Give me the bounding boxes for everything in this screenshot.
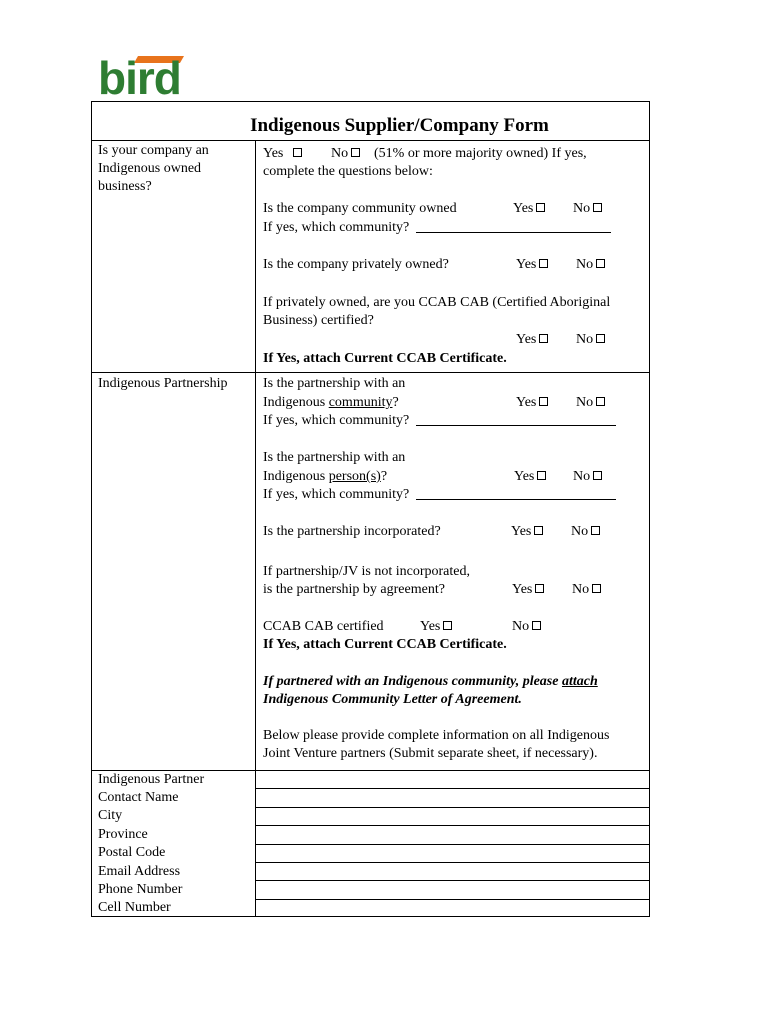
partner-community-which: If yes, which community? [263,412,616,430]
privately-owned-question: Is the company privately owned? [263,257,449,272]
partner-ccab-yes: Yes [420,618,452,636]
owned-question-line3: business? [98,179,152,194]
partner-field-input[interactable] [256,900,649,917]
ccab-yes-checkbox[interactable] [539,334,548,343]
partner-field-label: Indigenous Partner [98,771,205,787]
partner-ccab-certified: CCAB CAB certified [263,619,384,634]
partner-row-divider [255,899,650,900]
partner-field-input[interactable] [256,808,649,825]
partner-field-label: Cell Number [98,900,171,916]
title-divider [91,140,650,141]
agreement-yes: Yes [512,581,544,599]
agreement-yes-checkbox[interactable] [535,584,544,593]
owned-community-blank[interactable] [416,232,611,233]
letter-of-agreement-line1: If partnered with an Indigenous community, please attach [263,674,598,689]
partner-community-yes-checkbox[interactable] [539,397,548,406]
ccab-no: No [576,331,605,349]
ccab-yes: Yes [516,331,548,349]
community-owned-yes-checkbox[interactable] [536,203,545,212]
incorporated-yes-checkbox[interactable] [534,526,543,535]
logo-wordmark: bird [98,52,181,104]
partner-attach-ccab-note: If Yes, attach Current CCAB Certificate. [263,637,507,652]
ccab-question-line2: Business) certified? [263,313,374,328]
letter-of-agreement-line2: Indigenous Community Letter of Agreement. [263,692,522,707]
ccab-no-checkbox[interactable] [596,334,605,343]
partner-ccab-no-checkbox[interactable] [532,621,541,630]
partner-person-which: If yes, which community? [263,486,616,504]
section-divider [91,372,650,373]
owned-no-checkbox[interactable] [351,148,360,157]
owned-note-line2: complete the questions below: [263,164,433,179]
owned-which-community: If yes, which community? [263,219,611,237]
agreement-no-checkbox[interactable] [592,584,601,593]
partner-person-no-checkbox[interactable] [593,471,602,480]
owned-yes-option [263,145,302,163]
partner-person-yes-checkbox[interactable] [537,471,546,480]
no-label: No [331,146,349,161]
agreement-no: No [572,581,601,599]
jv-instructions-line2: Joint Venture partners (Submit separate sheet, if necessary). [263,746,598,761]
partner-field-input[interactable] [256,771,649,788]
partner-community-line1: Is the partnership with an [263,376,406,391]
owned-note-line1: (51% or more majority owned) If yes, [374,146,587,161]
partner-row-divider [255,862,650,863]
partner-row-divider [255,844,650,845]
partner-field-label: Province [98,826,148,842]
partner-community-line2: Indigenous community? [263,395,399,410]
partner-field-label: Postal Code [98,845,166,861]
partner-person-blank[interactable] [416,499,616,500]
partner-community-yes: Yes [516,394,548,412]
owned-no-option [331,145,360,163]
partner-field-input[interactable] [256,881,649,898]
owned-attach-ccab-note: If Yes, attach Current CCAB Certificate. [263,351,507,366]
partner-person-yes: Yes [514,468,546,486]
form-title: Indigenous Supplier/Company Form [250,115,549,136]
ccab-question-line1: If privately owned, are you CCAB CAB (Certified Aboriginal [263,295,611,310]
partner-community-no-checkbox[interactable] [596,397,605,406]
partner-community-blank[interactable] [416,425,616,426]
incorporated-no-checkbox[interactable] [591,526,600,535]
owned-yes-checkbox[interactable] [293,148,302,157]
partner-row-divider [255,880,650,881]
agreement-question-line2: is the partnership by agreement? [263,582,445,597]
privately-owned-no-checkbox[interactable] [596,259,605,268]
community-owned-no: No [573,200,602,218]
partner-row-divider [255,788,650,789]
owned-question-line1: Is your company an [98,143,209,158]
community-owned-question: Is the company community owned [263,201,457,216]
privately-owned-yes: Yes [516,256,548,274]
partnership-incorporated-question: Is the partnership incorporated? [263,524,441,539]
privately-owned-yes-checkbox[interactable] [539,259,548,268]
bird-logo [98,52,192,104]
partner-field-label: Phone Number [98,881,183,897]
community-owned-yes: Yes [513,200,545,218]
partner-row-divider [255,807,650,808]
partner-person-no: No [573,468,602,486]
partner-person-line2: Indigenous person(s)? [263,469,388,484]
partner-field-input[interactable] [256,863,649,880]
partner-row-divider [255,825,650,826]
partner-field-input[interactable] [256,826,649,843]
partner-field-input[interactable] [256,789,649,806]
partner-person-line1: Is the partnership with an [263,450,406,465]
partner-field-label: Email Address [98,863,181,879]
jv-instructions-line1: Below please provide complete information on all Indigenous [263,728,610,743]
owned-question-line2: Indigenous owned [98,161,202,176]
partner-ccab-yes-checkbox[interactable] [443,621,452,630]
community-owned-no-checkbox[interactable] [593,203,602,212]
partner-field-label: Contact Name [98,789,179,805]
partnership-label: Indigenous Partnership [98,376,228,391]
privately-owned-no: No [576,256,605,274]
partner-field-input[interactable] [256,845,649,862]
partner-field-label: City [98,808,123,824]
agreement-question-line1: If partnership/JV is not incorporated, [263,564,470,579]
partner-community-no: No [576,394,605,412]
incorporated-yes: Yes [511,523,543,541]
yes-label: Yes [263,146,284,161]
partner-ccab-no: No [512,618,541,636]
incorporated-no: No [571,523,600,541]
